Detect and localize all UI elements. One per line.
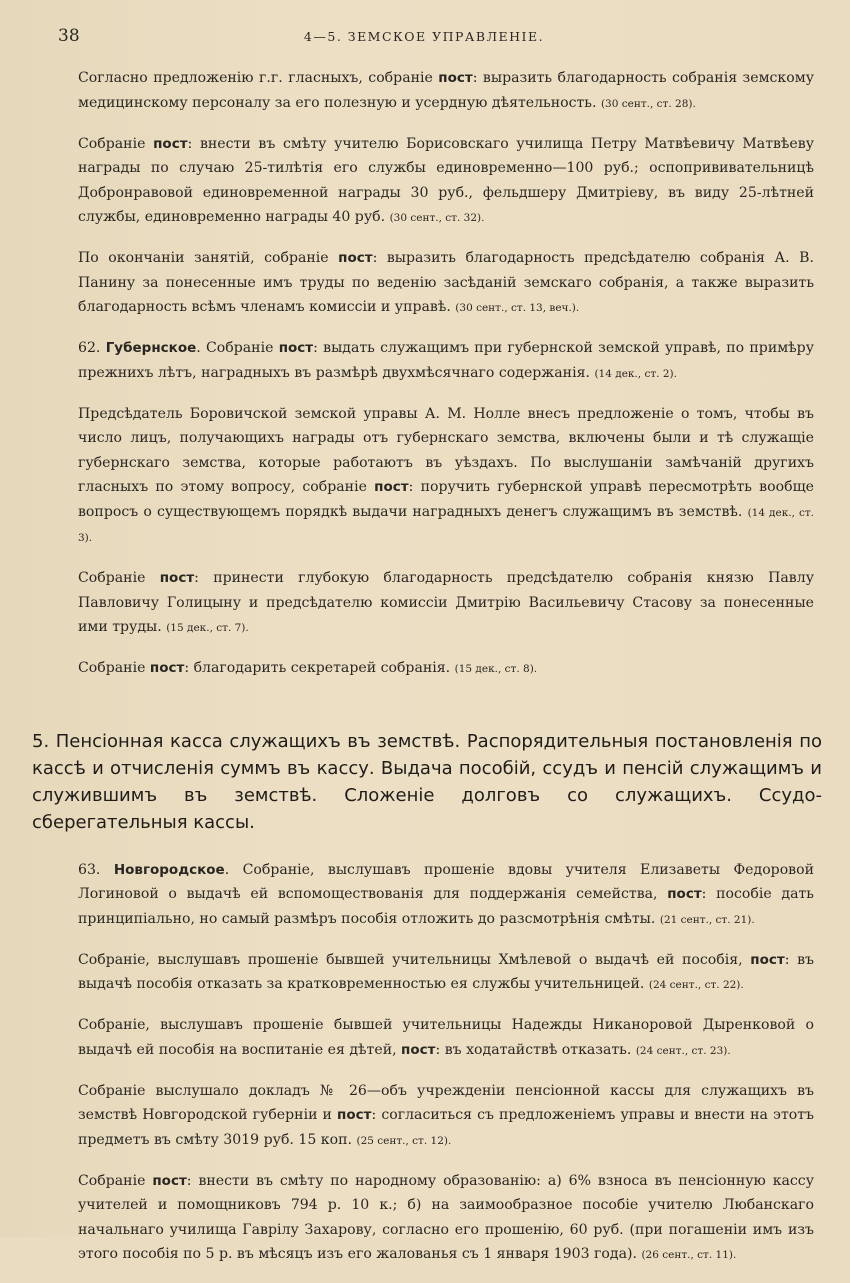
paragraph-text: : въ ходатайствѣ отказать. [435, 1041, 636, 1058]
paragraph-text: : выразить благодарность собранія земскому медицинскому персоналу за его полезную и усердную дѣятельность. [78, 70, 814, 111]
paragraph [78, 566, 814, 641]
resolution-keyword: пост [374, 479, 409, 495]
paragraphs-top [78, 66, 814, 682]
session-reference: (21 сент., ст. 21). [659, 913, 755, 926]
paragraph [78, 336, 814, 386]
session-reference: (30 сент., ст. 28). [600, 97, 696, 110]
session-reference: (26 сент., ст. 11). [641, 1249, 737, 1261]
session-reference: (24 сент., ст. 23). [635, 1044, 731, 1057]
paragraph-text: Собраніе выслушало докладъ № 26—объ учрежденіи пенсіонной кассы для служащихъ въ земствѣ Новгородской губерніи и [78, 1082, 814, 1123]
paragraph [78, 132, 814, 231]
paragraph-text: . Собраніе [196, 340, 279, 356]
session-reference: (30 сент., ст. 32). [389, 212, 485, 224]
resolution-keyword: пост [337, 1107, 372, 1123]
district-name: Губернское [105, 340, 197, 356]
paragraph-text: : выразить благодарность предсѣдателю собранія А. В. Панину за понесенные имъ труды по веденію засѣданій земскаго собранія, а также выразить благодарность всѣмъ членамъ комиссіи и управѣ. [78, 250, 814, 315]
resolution-keyword: пост [401, 1041, 436, 1058]
paragraph [78, 1013, 814, 1063]
resolution-keyword: пост [667, 886, 702, 902]
paragraph [78, 402, 814, 551]
session-reference: (15 дек., ст. 8). [454, 663, 538, 675]
paragraph-text: . Собраніе, выслушавъ прошеніе вдовы учителя Елизаветы Федоровой Логиновой о выдачѣ ей вспомоществованія для поддержанія семейства, [78, 861, 814, 902]
resolution-keyword: пост [278, 340, 314, 356]
session-reference: (14 дек., ст. 2). [594, 367, 677, 380]
paragraph-text: Собраніе [78, 570, 160, 586]
session-reference: (25 сент., ст. 12). [356, 1134, 452, 1147]
paragraph [78, 656, 814, 682]
session-reference: (15 дек., ст. 7). [166, 622, 249, 634]
resolution-keyword: пост [438, 70, 473, 86]
section-heading: 5. Пенсіонная касса служащихъ въ земствѣ. Распорядительныя постановленія по кассѣ и отчисленія суммъ въ кассу. Выдача пособій, ссудъ и пенсій служащимъ и служившимъ въ земствѣ. Сложеніе долговъ со служащихъ. Ссудо-сберегательныя кассы. [32, 730, 822, 833]
paragraph-text: По окончаніи занятій, собраніе [78, 250, 339, 266]
district-name: Новгородское [113, 861, 225, 878]
paragraph-text: : поручить губернской управѣ пересмотрѣть вообще вопросъ о существующемъ порядкѣ выдачи наградныхъ денегъ служащимъ въ земствѣ. [78, 479, 815, 520]
paragraph-text: 62. [78, 340, 106, 356]
paragraph-text: : въ выдачѣ пособія отказать за кратковременностью ея службы учительницей. [78, 951, 814, 992]
paragraph [78, 66, 814, 116]
paragraphs-bottom [78, 858, 814, 1268]
paragraph-text: 63. [78, 861, 114, 878]
paragraph-text: Собраніе [78, 1172, 153, 1189]
paragraph-text: : принести глубокую благодарность предсѣдателю собранія князю Павлу Павловичу Голицыну и предсѣдателю комиссіи Дмитрію Васильевичу Стасову за понесенные ими труды. [78, 570, 814, 635]
session-reference: (30 сент., ст. 13, веч.). [455, 302, 580, 314]
document-body [32, 66, 822, 1283]
paragraph-text: : согласиться съ предложеніемъ управы и внести на этотъ предметъ въ смѣту 3019 руб. 15 коп. [78, 1107, 814, 1148]
paragraph-text: : внести въ смѣту по народному образованію: а) 6% взноса въ пенсіонную кассу учителей и помощниковъ 794 р. 10 к.; б) на заимообразное пособіе учителю Любанскаго начальнаго училища Гаврілу Захарову, согласно его прошенію, 60 руб. (при погашеніи имъ изъ этого пособія по 5 р. въ мѣсяцъ изъ его жалованья съ 1 января 1903 года). [78, 1172, 814, 1262]
resolution-keyword: пост [750, 951, 785, 968]
resolution-keyword: пост [152, 1172, 187, 1189]
paragraph-text: : пособіе дать принципіально, но самый размѣръ пособія отложить до разсмотрѣнія смѣты. [78, 886, 814, 927]
session-reference: (14 дек., ст. 3). [78, 506, 815, 544]
paragraph [78, 948, 814, 998]
paragraph [78, 1079, 814, 1154]
paragraph-text: Собраніе [78, 135, 154, 152]
paragraph-text: Собраніе [78, 660, 150, 676]
paragraph-text: Собраніе, выслушавъ прошеніе бывшей учительницы Хмѣлевой о выдачѣ ей пособія, [78, 951, 751, 968]
paragraph [78, 1169, 814, 1268]
paragraph-text: Предсѣдатель Боровичской земской управы А. М. Нолле внесъ предложеніе о томъ, чтобы въ число лицъ, получающихъ награды отъ губернскаго земства, включены были и тѣ служащіе губернскаго земства, которые работаютъ въ уѣздахъ. По выслушаніи замѣчаній другихъ гласныхъ по этому вопросу, собраніе [78, 405, 814, 495]
paragraph-text: Согласно предложенію г.г. гласныхъ, собраніе [78, 70, 439, 86]
resolution-keyword: пост [149, 660, 185, 676]
page-number: 38 [58, 26, 80, 46]
paragraph [78, 246, 814, 321]
paragraph-text: : благодарить секретарей собранія. [184, 660, 455, 676]
paragraph [78, 858, 814, 933]
running-head: 4—5. ЗЕМСКОЕ УПРАВЛЕНІЕ. [303, 29, 545, 44]
resolution-keyword: пост [153, 135, 188, 152]
session-reference: (24 сент., ст. 22). [648, 979, 744, 991]
page-header [58, 26, 790, 50]
resolution-keyword: пост [338, 250, 373, 266]
paragraph-text: Собраніе, выслушавъ прошеніе бывшей учительницы Надежды Никаноровой Дыренковой о выдачѣ ей пособія на воспитаніе ея дѣтей, [78, 1017, 814, 1058]
paragraph-text: : выдать служащимъ при губернской земской управѣ, по примѣру прежнихъ лѣтъ, наградныхъ въ размѣрѣ двухмѣсячнаго содержанія. [78, 340, 814, 381]
paragraph-text: : внести въ смѣту учителю Борисовскаго училища Петру Матвѣевичу Матвѣеву награды по случаю 25-тилѣтія его службы единовременно—100 руб.; оспопрививательницѣ Добронравовой единовременной награды 30 руб., фельдшеру Дмитріеву, въ виду 25-лѣтней службы, единовременно награды 40 руб. [78, 135, 814, 225]
resolution-keyword: пост [159, 570, 195, 586]
